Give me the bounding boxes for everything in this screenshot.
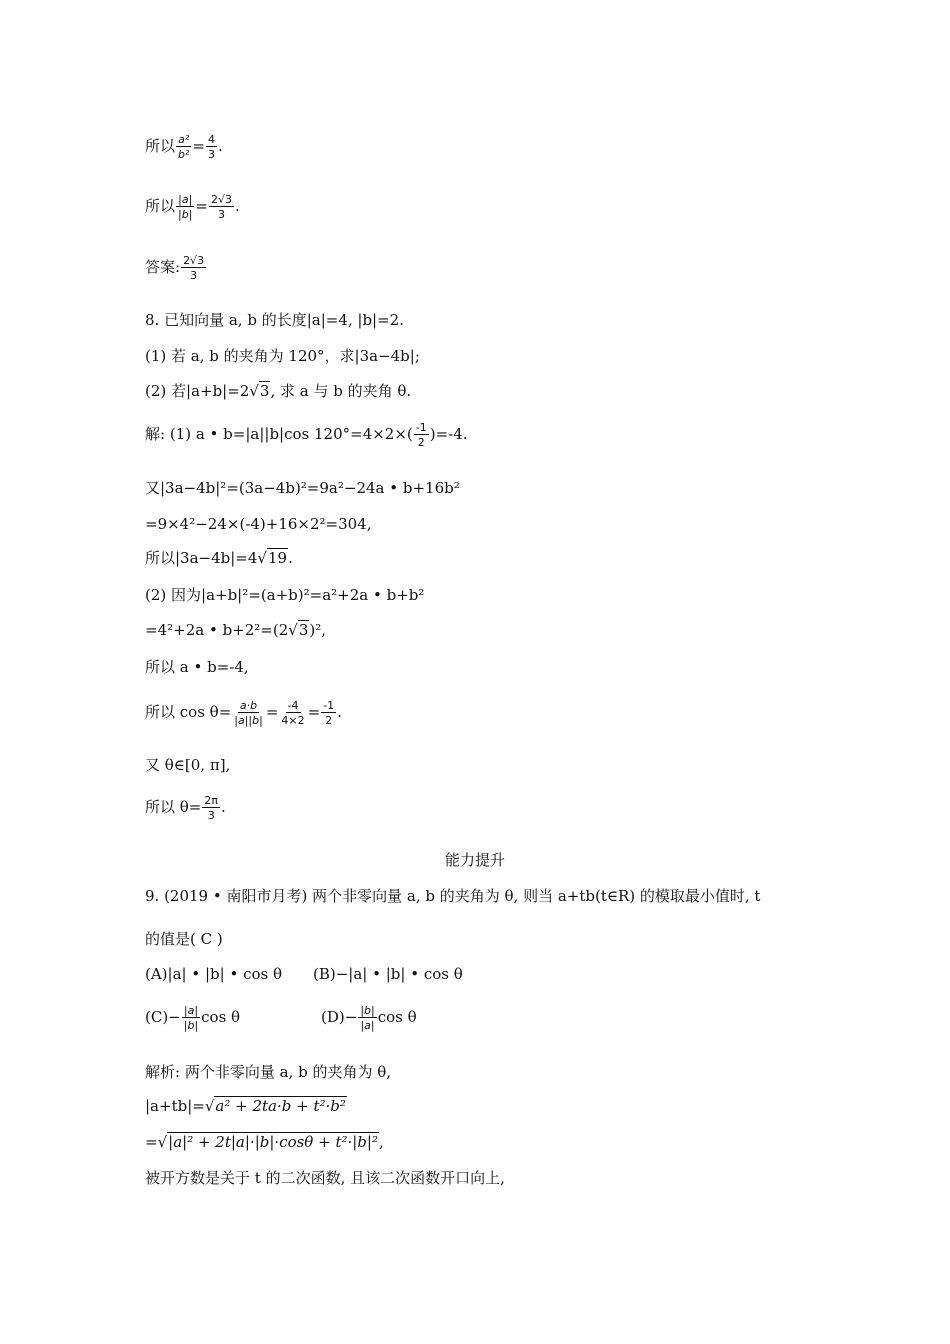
solution-line-8: 所以 cos θ= $\frac{a\cdot b}{|a||b|}$ = $\frac{-4}{4\times 2}$ = $\frac{-1}{2}$ . <box>145 699 342 727</box>
fraction: $\frac{-1}{2}$ <box>323 699 335 727</box>
ratio-line-1: 所以 $\frac{\text{a²}}{\text{b²}}$ = $\frac{4}{3}$ . <box>145 133 223 161</box>
section-heading: 能力提升 <box>444 851 505 869</box>
option-b: (B)−|a| • |b| • cos θ <box>313 965 463 983</box>
fraction: $\frac{4}{3}$ <box>208 133 215 161</box>
analysis-line-3: =√|a|² + 2t|a|·|b|·cosθ + t²·|b|², <box>145 1133 384 1151</box>
option-c: (C)− $\frac{|a|}{|b|}$ cos θ <box>145 1004 241 1032</box>
solution-line-3: =9×4²−24×(-4)+16×2²=304, <box>145 515 372 533</box>
solution-line-6: =4²+2a • b+2²=(2√3)², <box>145 621 327 639</box>
option-a: (A)|a| • |b| • cos θ <box>145 965 282 983</box>
ratio-line-2: 所以 $\frac{|a|}{|b|}$ = $\frac{2√3}{3}$ . <box>145 193 240 221</box>
fraction: $\frac{a\cdot b}{|a||b|}$ <box>234 699 263 727</box>
solution-line-5: (2) 因为|a+b|²=(a+b)²=a²+2a • b+b² <box>145 586 425 604</box>
problem-8-part-1: (1) 若 a, b 的夹角为 120°，求|3a−4b|; <box>145 347 420 365</box>
fraction: $\frac{-1}{2}$ <box>415 421 427 449</box>
solution-line-2: 又|3a−4b|²=(3a−4b)²=9a²−24a • b+16b² <box>145 479 460 497</box>
problem-9-continued: 的值是( C ) <box>145 930 223 948</box>
analysis-line-1: 解析: 两个非零向量 a, b 的夹角为 θ, <box>145 1063 392 1081</box>
fraction: $\frac{|b|}{|a|}$ <box>360 1004 375 1032</box>
option-d: (D)− $\frac{|b|}{|a|}$ cos θ <box>321 1004 417 1032</box>
problem-8-part-2: (2) 若|a+b|=2√3, 求 a 与 b 的夹角 θ. <box>145 382 412 400</box>
fraction: $\frac{2√3}{3}$ <box>183 254 205 282</box>
solution-line-10: 所以 θ= $\frac{2\pi}{3}$ . <box>145 794 226 822</box>
fraction: $\frac{-4}{4\times 2}$ <box>281 699 305 727</box>
solution-line-7: 所以 a • b=-4, <box>145 658 249 676</box>
fraction: $\frac{\text{a²}}{\text{b²}}$ <box>178 133 190 161</box>
analysis-line-4: 被开方数是关于 t 的二次函数, 且该二次函数开口向上, <box>145 1169 505 1187</box>
solution-line-9: 又 θ∈[0, π], <box>145 756 231 774</box>
problem-8: 8. 已知向量 a, b 的长度|a|=4, |b|=2. <box>145 311 404 329</box>
problem-9: 9. (2019 • 南阳市月考) 两个非零向量 a, b 的夹角为 θ, 则当 a+tb(t∈R) 的模取最小值时, t <box>145 887 761 905</box>
solution-line-1: 解: (1) a • b=|a||b|cos 120°=4×2×( $\frac{-1}{2}$ )=-4. <box>145 421 468 449</box>
fraction: $\frac{2\pi}{3}$ <box>204 794 218 822</box>
fraction: $\frac{|a|}{|b|}$ <box>183 1004 199 1032</box>
analysis-line-2: |a+tb|=√a² + 2ta·b + t²·b² <box>145 1097 346 1115</box>
fraction: $\frac{|a|}{|b|}$ <box>178 193 193 221</box>
fraction: $\frac{2√3}{3}$ <box>211 193 233 221</box>
answer-line: 答案: $\frac{2√3}{3}$ <box>145 254 205 282</box>
solution-line-4: 所以|3a−4b|=4√19. <box>145 549 293 567</box>
